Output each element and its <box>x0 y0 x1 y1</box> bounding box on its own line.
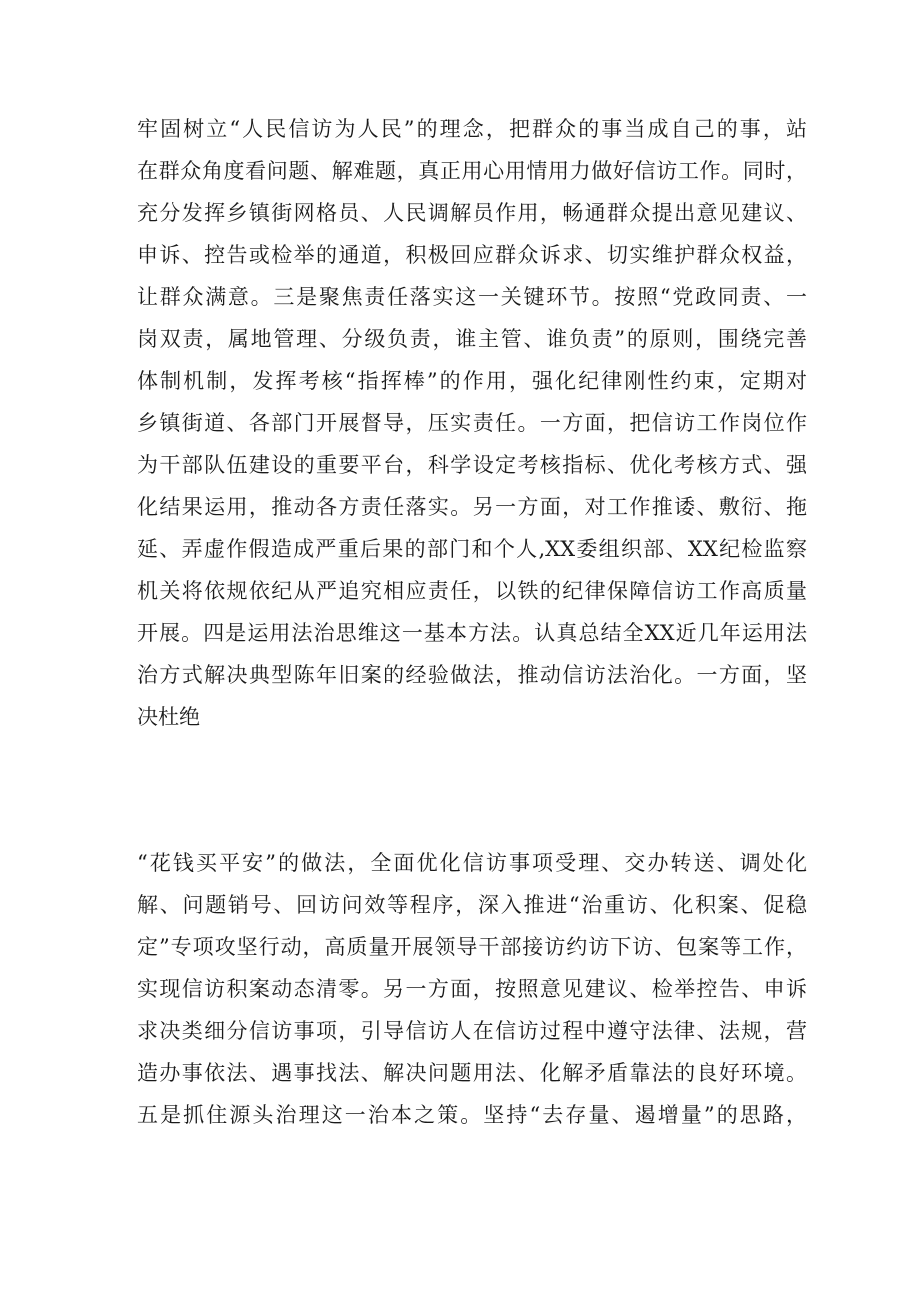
text-line: 充分发挥乡镇街网格员、人民调解员作用，畅通群众提出意见建议、 <box>137 201 807 225</box>
text-line: 在群众角度看问题、解难题，真正用心用情用力做好信访工作。同时， <box>137 159 807 183</box>
text-line: 机关将依规依纪从严追究相应责任，以铁的纪律保障信访工作高质量 <box>137 579 807 603</box>
text-line: 治方式解决典型陈年旧案的经验做法，推动信访法治化。一方面，坚 <box>137 663 807 687</box>
text-line: 为干部队伍建设的重要平台，科学设定考核指标、优化考核方式、强 <box>137 453 807 477</box>
text-line: 申诉、控告或检举的通道，积极回应群众诉求、切实维护群众权益， <box>137 243 807 267</box>
text-line: 五是抓住源头治理这一治本之策。坚持“去存量、遏增量”的思路， <box>137 1103 807 1127</box>
text-line: 定”专项攻坚行动，高质量开展领导干部接访约访下访、包案等工作， <box>137 935 807 959</box>
paragraph-1 <box>137 108 807 738</box>
text-line: “花钱买平安”的做法，全面优化信访事项受理、交办转送、调处化 <box>137 851 807 875</box>
paragraph-2 <box>137 842 807 1136</box>
text-line: 体制机制，发挥考核“指挥棒”的作用，强化纪律刚性约束，定期对 <box>137 369 807 393</box>
text-line: 解、问题销号、回访问效等程序，深入推进“治重访、化积案、促稳 <box>137 893 807 917</box>
text-line: 实现信访积案动态清零。另一方面，按照意见建议、检举控告、申诉 <box>137 977 807 1001</box>
text-line: 开展。四是运用法治思维这一基本方法。认真总结全XX近几年运用法 <box>137 621 807 645</box>
text-line: 延、弄虚作假造成严重后果的部门和个人,XX委组织部、XX纪检监察 <box>137 537 807 561</box>
text-line: 让群众满意。三是聚焦责任落实这一关键环节。按照“党政同责、一 <box>137 285 807 309</box>
text-line: 化结果运用，推动各方责任落实。另一方面，对工作推诿、敷衍、拖 <box>137 495 807 519</box>
text-line: 岗双责，属地管理、分级负责，谁主管、谁负责”的原则，围绕完善 <box>137 327 807 351</box>
text-line: 求决类细分信访事项，引导信访人在信访过程中遵守法律、法规，营 <box>137 1019 807 1043</box>
text-line: 牢固树立“人民信访为人民”的理念，把群众的事当成自己的事，站 <box>137 117 807 141</box>
text-line: 造办事依法、遇事找法、解决问题用法、化解矛盾靠法的良好环境。 <box>137 1061 807 1085</box>
text-line: 乡镇街道、各部门开展督导，压实责任。一方面，把信访工作岗位作 <box>137 411 807 435</box>
text-line: 决杜绝 <box>137 705 200 729</box>
